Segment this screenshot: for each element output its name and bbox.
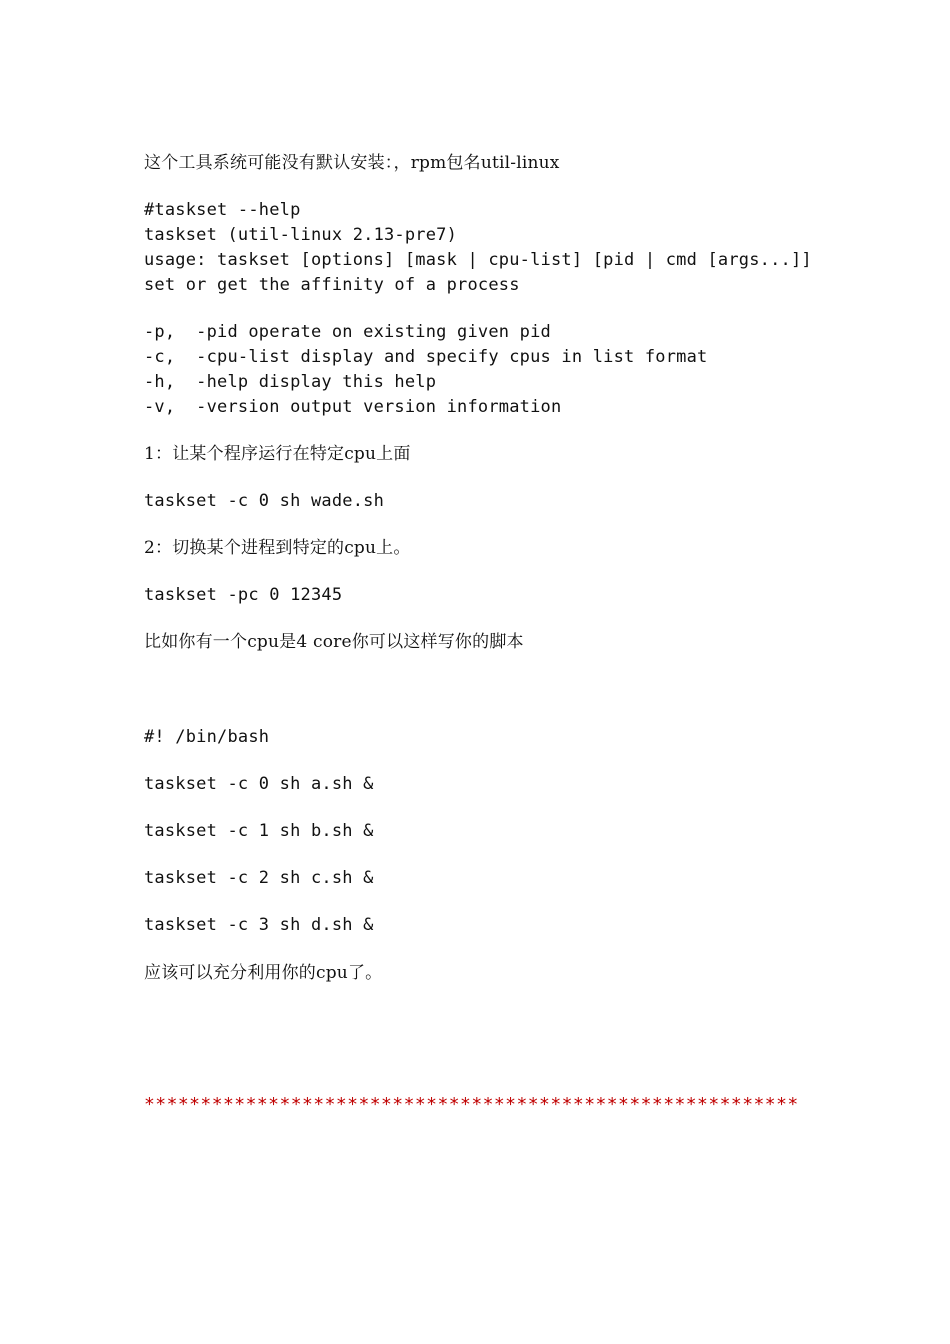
conclusion-text: 应该可以充分利用你的cpu了。 — [144, 963, 383, 983]
option-v: -v, -version output version information — [144, 397, 562, 417]
help-command: #taskset --help — [144, 200, 301, 220]
script-line: taskset -c 2 sh c.sh & — [144, 868, 374, 888]
step1-command: taskset -c 0 sh wade.sh — [144, 491, 385, 511]
script-line: taskset -c 1 sh b.sh & — [144, 821, 374, 841]
intro-text: 这个工具系统可能没有默认安装：，rpm包名util-linux — [144, 153, 560, 173]
script-line: taskset -c 3 sh d.sh & — [144, 915, 374, 935]
step2-title: 2：切换某个进程到特定的cpu上。 — [144, 538, 411, 558]
description-line: set or get the affinity of a process — [144, 275, 520, 295]
option-h: -h, -help display this help — [144, 372, 437, 392]
separator-line: ********************************************************** — [144, 1094, 799, 1115]
script-line: taskset -c 0 sh a.sh & — [144, 774, 374, 794]
version-line: taskset (util-linux 2.13-pre7) — [144, 225, 458, 245]
step2-command: taskset -pc 0 12345 — [144, 585, 343, 605]
script-shebang: #! /bin/bash — [144, 727, 270, 747]
option-c: -c, -cpu-list display and specify cpus in list format — [144, 347, 708, 367]
example-intro: 比如你有一个cpu是4 core你可以这样写你的脚本 — [144, 632, 524, 652]
option-p: -p, -pid operate on existing given pid — [144, 322, 551, 342]
step1-title: 1：让某个程序运行在特定cpu上面 — [144, 444, 411, 464]
usage-line: usage: taskset [options] [mask | cpu-list] [pid | cmd [args...]] — [144, 250, 812, 270]
